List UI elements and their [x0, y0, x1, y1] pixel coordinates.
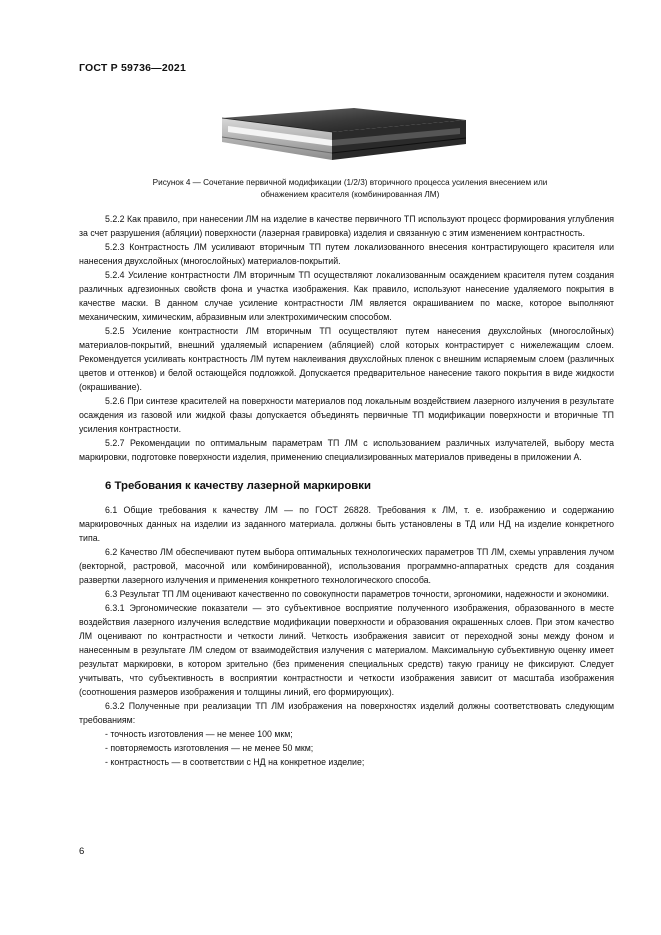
- paragraph-5-2-6: 5.2.6 При синтезе красителей на поверхности материалов под локальным воздействием лазерного излучения в результате осаждения из газовой или жидкой фазы допускается объединять первичные ТП модификации поверхности и вторичные ТП усиления контрастности.: [79, 396, 614, 434]
- figure-4-image: [222, 108, 466, 170]
- figure-caption-line-2: обнажением красителя (комбинированная ЛМ): [260, 190, 440, 199]
- list-item-accuracy: - точность изготовления — не менее 100 мкм;: [105, 729, 293, 739]
- paragraph-6-3: 6.3 Результат ТП ЛМ оценивают качественно по совокупности параметров точности, эргономики, надежности и экономики.: [105, 589, 609, 599]
- paragraph-6-3-1: 6.3.1 Эргономические показатели — это субъективное восприятие полученного изображения, образованного в месте воздействия лазерного излучения вследствие модификации поверхности и образования окрашенных слоев. При этом качество ЛМ оценивают по контрастности и четкости линий. Четкость изображения зависит от переходной зоны между фоном и нанесенным в результате ЛМ следом от взаимодействия излучения с материалом. Максимальную субъективную оценку имеет результат маркировки, в котором зрительно (без применения специальных средств) такую границу не фиксируют. Следует учитывать, что субъективность в восприятии контрастности и четкости изображения зависит от масштаба изображения (соотношения размеров изображения и толщины линий, его формирующих).: [79, 603, 614, 697]
- page-number: 6: [79, 846, 85, 857]
- document-header: ГОСТ Р 59736—2021: [79, 62, 187, 74]
- main-text: [79, 212, 614, 769]
- list-item-repeatability: - повторяемость изготовления — не менее 50 мкм;: [105, 743, 314, 753]
- paragraph-5-2-7: 5.2.7 Рекомендации по оптимальным параметрам ТП ЛМ с использованием различных излучателей, выбору места маркировки, подготовке поверхности изделия, применению специализированных материалов приведены в приложении А.: [79, 438, 614, 462]
- paragraph-6-3-2: 6.3.2 Полученные при реализации ТП ЛМ изображения на поверхностях изделий должны соответствовать следующим требованиям:: [79, 701, 614, 725]
- section-6-heading: 6 Требования к качеству лазерной маркировки: [105, 480, 371, 492]
- figure-caption-line-1: Рисунок 4 — Сочетание первичной модификации (1/2/3) вторичного процесса усиления внесением или: [152, 178, 548, 187]
- paragraph-5-2-3: 5.2.3 Контрастность ЛМ усиливают вторичным ТП путем локализованного внесения контрастирующего красителя или нанесения двухслойных (многослойных) материалов-покрытий.: [79, 242, 614, 266]
- paragraph-5-2-5: 5.2.5 Усиление контрастности ЛМ вторичным ТП осуществляют путем нанесения двухслойных (многослойных) материалов-покрытий, внешний удаляемый испарением (абляцией) слой которых контрастирует с нижележащим слоем. Рекомендуется усиливать контрастность ЛМ путем наклеивания двухслойных пленок с внешним испаряемым слоем (различных цветов и оттенков) и белой остающейся подложкой. Допускается предварительное нанесение такого покрытия в виде жидкости (окрашивание).: [79, 326, 614, 392]
- paragraph-6-2: 6.2 Качество ЛМ обеспечивают путем выбора оптимальных технологических параметров ТП ЛМ, схемы управления лучом (векторной, растровой, масочной или комбинированной), использования программно-аппаратных средств для создания развертки лазерного излучения и применения конкретного технологического способа.: [79, 547, 614, 585]
- paragraph-5-2-2: 5.2.2 Как правило, при нанесении ЛМ на изделие в качестве первичного ТП используют процесс формирования углубления за счет разрушения (абляции) поверхности (лазерная гравировка) изделия и связанную с этим изменением контрастность.: [79, 214, 614, 238]
- paragraph-6-1: 6.1 Общие требования к качеству ЛМ — по ГОСТ 26828. Требования к ЛМ, т. е. изображению и содержанию маркировочных данных на изделии из заданного материала. должны быть установлены в ТД или НД на изделие конкретного типа.: [79, 505, 614, 543]
- figure-caption: [80, 177, 620, 201]
- paragraph-5-2-4: 5.2.4 Усиление контрастности ЛМ вторичным ТП осуществляют локализованным осаждением красителя путем создания различных адгезионных свойств фона и участка изображения. Как правило, используют нанесение удаляемого покрытия в качестве маски. В данном случае усиление контрастности ЛМ является окрашиванием по маске, которое выполняют механическим, химическим, абразивным или электрохимическим способом.: [79, 270, 614, 322]
- list-item-contrast: - контрастность — в соответствии с НД на конкретное изделие;: [105, 757, 365, 767]
